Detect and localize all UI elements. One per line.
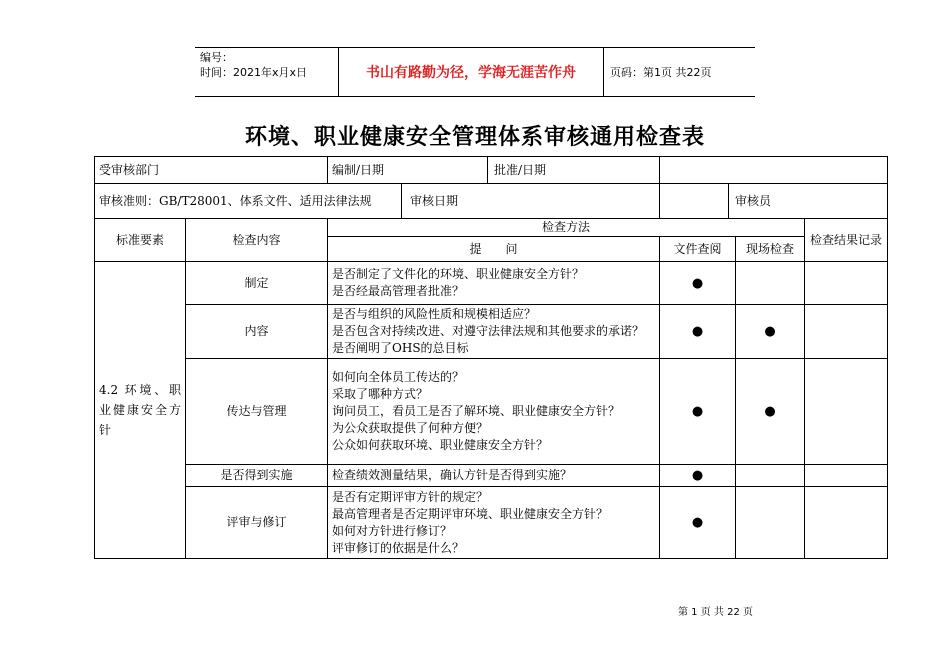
approved-blank — [660, 157, 888, 184]
audit-date-label: 审核日期 — [410, 193, 459, 208]
result-cell — [805, 305, 888, 359]
result-cell — [805, 359, 888, 465]
result-cell — [805, 262, 888, 305]
question-line: 是否经最高管理者批准？ — [332, 284, 465, 298]
question-line: 是否包含对持续改进、对遵守法律法规和其他要求的承诺？是否阐明了OHS的总目标 — [332, 324, 645, 355]
content-cell: 内容 — [186, 305, 328, 359]
col-doc-review: 文件查阅 — [660, 237, 736, 262]
result-cell — [805, 487, 888, 559]
question-line: 最高管理者是否定期评审环境、职业健康安全方针？ — [332, 506, 609, 521]
table-row — [95, 487, 888, 559]
col-standard: 标准要素 — [95, 219, 186, 262]
question-line: 如何对方针进行修订？ — [332, 523, 453, 538]
question-line: 公众如何获取环境、职业健康安全方针？ — [332, 438, 549, 452]
site-check-mark — [736, 487, 805, 559]
dept-label: 受审核部门 — [95, 157, 328, 184]
doc-review-mark: ● — [660, 465, 736, 487]
table-row — [95, 359, 888, 465]
col-method: 检查方法 — [328, 219, 805, 237]
header-motto: 书山有路勤为径，学海无涯苦作舟 — [366, 65, 576, 81]
auditor-spacer — [660, 184, 729, 218]
prepared-date-label: 编制/日期 — [332, 157, 488, 184]
page-footer: 第 1 页 共 22 页 — [678, 607, 753, 618]
criteria-cell — [95, 184, 660, 219]
question-line: 评审修订的依据是什么？ — [332, 540, 465, 555]
doc-review-mark: ● — [660, 305, 736, 359]
header-page-info: 页码：第1页 共22页 — [610, 66, 712, 79]
question-cell — [328, 465, 660, 487]
page-title: 环境、职业健康安全管理体系审核通用检查表 — [244, 124, 705, 150]
site-check-mark: ● — [736, 359, 805, 465]
header-bottom-rule — [195, 96, 755, 97]
auditor-cell — [660, 184, 888, 219]
question-line: 如何向全体员工传达的？ — [332, 370, 465, 384]
question-cell — [328, 487, 660, 559]
criteria-label: 审核准则：GB/T28001、体系文件、适用法律法规 — [95, 184, 402, 218]
standard-element: 4.2 环境、职业健康安全方针 — [95, 262, 186, 559]
result-cell — [805, 465, 888, 487]
question-line: 是否有定期评审方针的规定？ — [332, 489, 489, 504]
approved-date-label: 批准/日期 — [494, 162, 547, 177]
question-line: 采取了哪种方式？ — [332, 387, 429, 401]
checklist-table — [94, 156, 888, 559]
question-line: 检查绩效测量结果，确认方针是否得到实施？ — [332, 468, 573, 482]
content-cell: 制定 — [186, 262, 328, 305]
number-label: 编号： — [200, 51, 233, 64]
doc-review-mark: ● — [660, 487, 736, 559]
question-line: 是否制定了文件化的环境、职业健康安全方针？ — [332, 267, 585, 281]
auditor-label: 审核员 — [735, 193, 772, 208]
question-cell — [328, 262, 660, 305]
info-row-1 — [95, 157, 888, 184]
table-row — [95, 305, 888, 359]
header-divider-1 — [338, 47, 339, 96]
doc-review-mark: ● — [660, 359, 736, 465]
info-row-2 — [95, 184, 888, 219]
question-cell — [328, 359, 660, 465]
table-row — [95, 465, 888, 487]
doc-review-mark: ● — [660, 262, 736, 305]
question-cell — [328, 305, 660, 359]
date-line: 时间：2021年x月x日 — [200, 66, 308, 79]
header-divider-2 — [603, 47, 604, 96]
question-line: 询问员工，看员工是否了解环境、职业健康安全方针？ — [332, 404, 621, 418]
column-header-row-1 — [95, 219, 888, 237]
col-content: 检查内容 — [186, 219, 328, 262]
question-line: 为公众获取提供了何种方便？ — [332, 421, 489, 435]
col-question: 提 问 — [328, 237, 660, 262]
site-check-mark — [736, 465, 805, 487]
content-cell: 传达与管理 — [186, 359, 328, 465]
site-check-mark — [736, 262, 805, 305]
content-cell: 是否得到实施 — [186, 465, 328, 487]
site-check-mark: ● — [736, 305, 805, 359]
content-cell: 评审与修订 — [186, 487, 328, 559]
prepared-label — [328, 157, 660, 184]
table-row — [95, 262, 888, 305]
header-meta — [200, 50, 307, 80]
col-site-check: 现场检查 — [736, 237, 805, 262]
question-line: 是否与组织的风险性质和规模相适应？ — [332, 307, 537, 321]
col-result: 检查结果记录 — [805, 219, 888, 262]
